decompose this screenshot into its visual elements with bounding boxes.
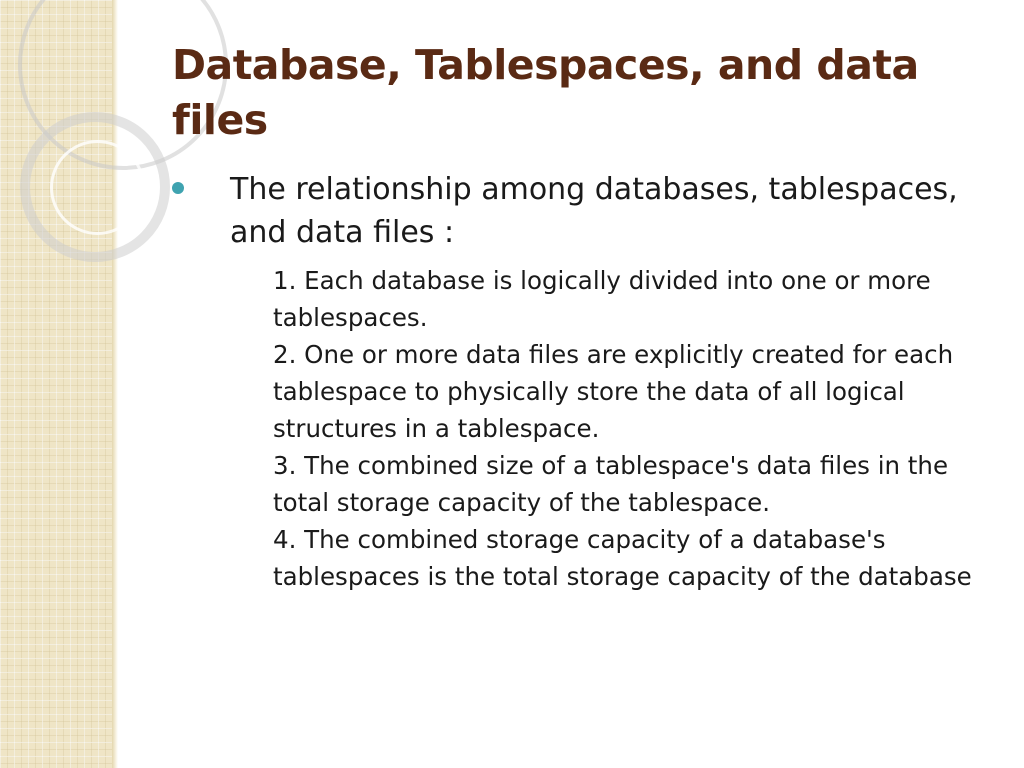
decorative-ring-inner	[50, 140, 145, 235]
list-item-1: 1. Each database is logically divided into one or more tablespaces.	[273, 266, 931, 332]
list-item-3: 3. The combined size of a tablespace's data files in the total storage capacity of the tablespace.	[273, 451, 949, 517]
slide-title: Database, Tablespaces, and data files	[172, 41, 919, 144]
bullet-text: The relationship among databases, tablespaces, and data files :	[230, 172, 958, 250]
list-item-2: 2. One or more data files are explicitly created for each tablespace to physically store the data of all logical structures in a tablespace.	[273, 340, 954, 443]
bullet-dot-icon	[172, 182, 184, 194]
numbered-list	[273, 262, 993, 595]
list-item-4: 4. The combined storage capacity of a database's tablespaces is the total storage capacity of the database	[273, 525, 972, 591]
